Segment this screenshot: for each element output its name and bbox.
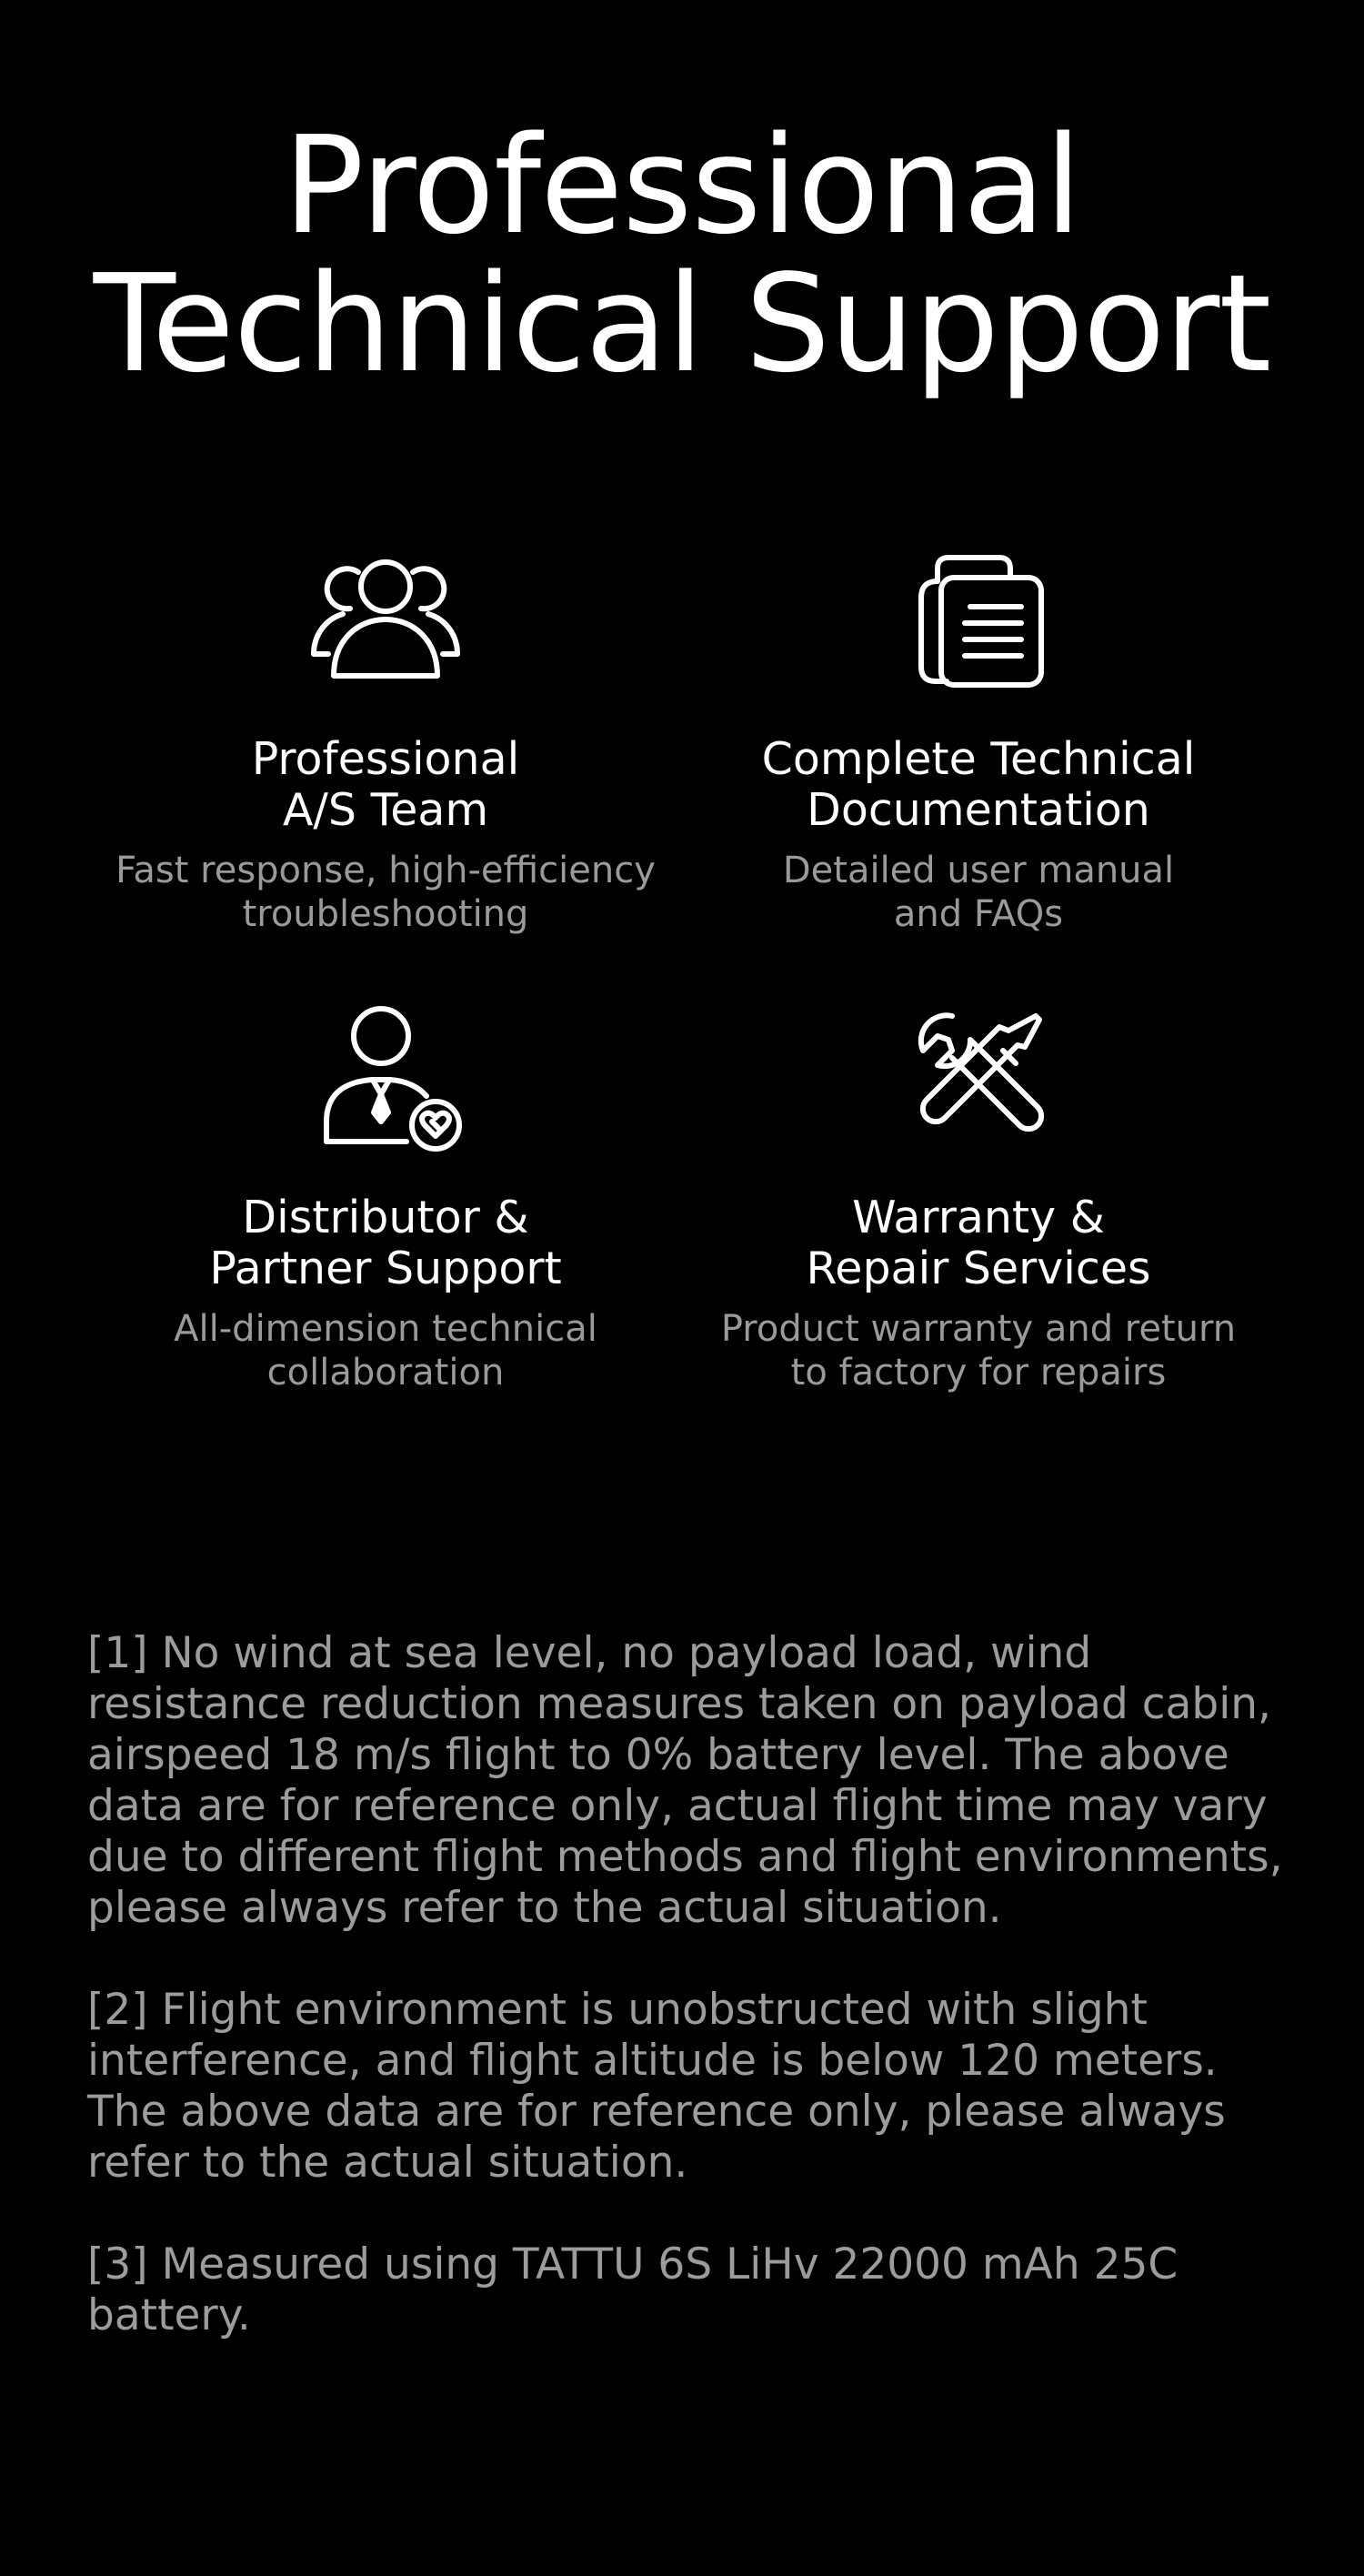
- feature-description-line: Fast response, high-efficiency: [115, 850, 656, 891]
- feature-warranty-repair: [678, 1000, 1279, 1394]
- feature-title-line: Distributor &: [242, 1192, 529, 1243]
- partner-handshake-icon: [308, 1000, 463, 1154]
- page-title-line-2: Technical Support: [93, 246, 1271, 402]
- feature-title-line: Complete Technical: [761, 733, 1196, 785]
- feature-title: [85, 734, 686, 836]
- footnote-2: [2] Flight environment is unobstructed with slight interference, and flight altitude is below 120 meters. The above data are for reference only, please always refer to the actual situation.: [87, 1985, 1226, 2188]
- feature-title-line: A/S Team: [282, 784, 489, 836]
- feature-title-line: Professional: [251, 733, 520, 785]
- documents-icon: [901, 541, 1056, 696]
- tools-icon: [901, 1000, 1056, 1154]
- feature-description: [85, 1307, 686, 1394]
- feature-partner-support: [85, 1000, 686, 1394]
- feature-title: [678, 1192, 1279, 1294]
- feature-documentation: [678, 541, 1279, 936]
- feature-description: [678, 1307, 1279, 1394]
- feature-description-line: troubleshooting: [242, 893, 529, 935]
- feature-description-line: Detailed user manual: [782, 850, 1175, 891]
- feature-description-line: and FAQs: [893, 893, 1064, 935]
- feature-title-line: Repair Services: [806, 1243, 1151, 1294]
- feature-description: [85, 849, 686, 936]
- feature-title: [678, 734, 1279, 836]
- footnote-3: [3] Measured using TATTU 6S LiHv 22000 mAh 25C battery.: [87, 2239, 1178, 2340]
- feature-description-line: All-dimension technical: [174, 1308, 597, 1350]
- page-title: [0, 107, 1364, 402]
- footnotes: [87, 1628, 1297, 2392]
- footnote-1: [1] No wind at sea level, no payload load, wind resistance reduction measures taken on payload cabin, airspeed 18 m/s flight to 0% battery level. The above data are for reference only, actual flight time may vary due to different flight methods and flight environments, please always refer to the actual situation.: [87, 1628, 1283, 1933]
- feature-description-line: to factory for repairs: [790, 1352, 1167, 1394]
- feature-title-line: Warranty &: [852, 1192, 1105, 1243]
- team-icon: [308, 541, 463, 696]
- page-title-line-1: Professional: [283, 107, 1081, 264]
- feature-title-line: Documentation: [807, 784, 1150, 836]
- feature-title-line: Partner Support: [209, 1243, 562, 1294]
- feature-description-line: collaboration: [266, 1352, 505, 1394]
- feature-description-line: Product warranty and return: [720, 1308, 1237, 1350]
- feature-as-team: [85, 541, 686, 936]
- feature-title: [85, 1192, 686, 1294]
- feature-description: [678, 849, 1279, 936]
